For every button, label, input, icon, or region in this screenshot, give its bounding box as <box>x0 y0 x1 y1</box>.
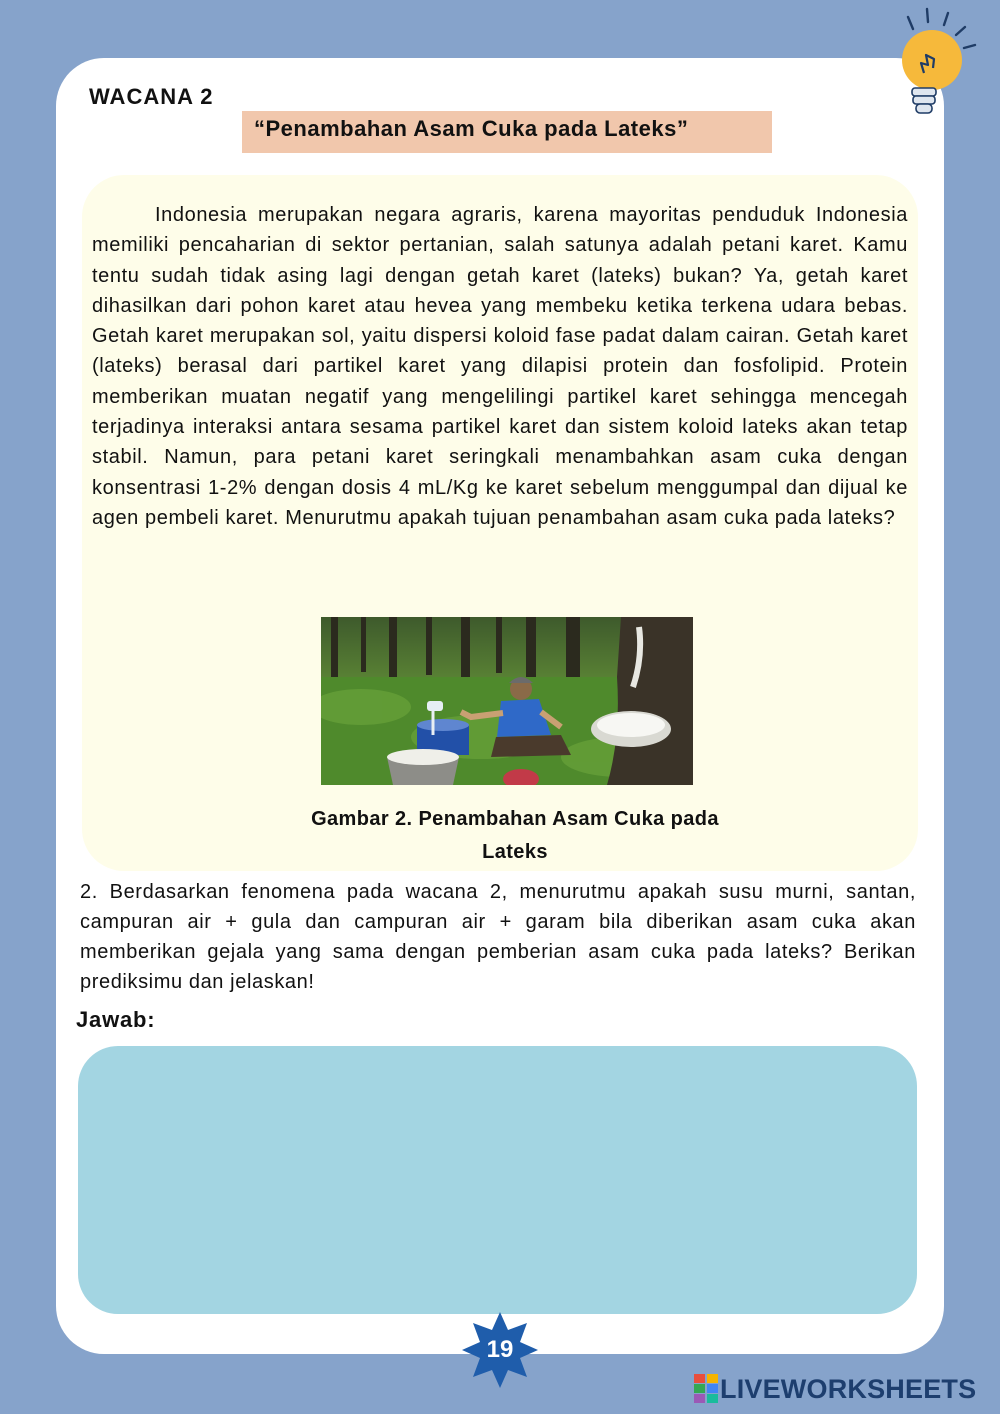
figure-caption-line2: Lateks <box>482 841 548 863</box>
section-label: WACANA 2 <box>89 84 214 109</box>
brand-name: LIVEWORKSHEETS <box>720 1373 977 1404</box>
answer-label: Jawab: <box>76 1007 156 1032</box>
question-text: 2. Berdasarkan fenomena pada wacana 2, menurutmu apakah susu murni, santan, campuran air + gula dan campuran air + garam bila diberikan asam cuka akan memberikan gejala yang sama dengan pemberian asam cuka pada lateks? Berikan prediksimu dan jelaskan! <box>80 881 916 993</box>
passage-title: “Penambahan Asam Cuka pada Lateks” <box>242 111 772 153</box>
lightbulb-icon <box>890 5 990 120</box>
reading-passage: Indonesia merupakan negara agraris, karena mayoritas penduduk Indonesia memiliki pencaharian di sektor pertanian, salah satunya adalah petani karet. Kamu tentu sudah tidak asing lagi dengan getah karet (lateks) bukan? Ya, getah karet dihasilkan dari pohon karet atau hevea yang membeku ketika terkena udara bebas. Getah karet merupakan sol, yaitu dispersi koloid fase padat dalam cairan. Getah karet (lateks) berasal dari partikel karet yang dilapisi protein dan fosfolipid. Protein memberikan muatan negatif yang mengelilingi partikel karet sehingga mencegah terjadinya interaksi antara sesama partikel karet dan sistem koloid lateks akan tetap stabil. Namun, para petani karet seringkali menambahkan asam cuka dengan konsentrasi 1-2% dengan dosis 4 mL/Kg ke karet sebelum menggumpal dan dijual ke agen pembeli karet. Menurutmu apakah tujuan penambahan asam cuka pada lateks? <box>92 204 908 529</box>
latex-collection-photo <box>321 617 693 785</box>
brand-logo[interactable] <box>694 1372 976 1406</box>
liveworksheets-logo <box>694 1374 718 1404</box>
answer-input[interactable] <box>78 1046 917 1314</box>
page-number: 19 <box>486 1336 514 1363</box>
figure-caption <box>270 803 760 869</box>
figure-caption-line1: Gambar 2. Penambahan Asam Cuka pada <box>311 808 719 830</box>
